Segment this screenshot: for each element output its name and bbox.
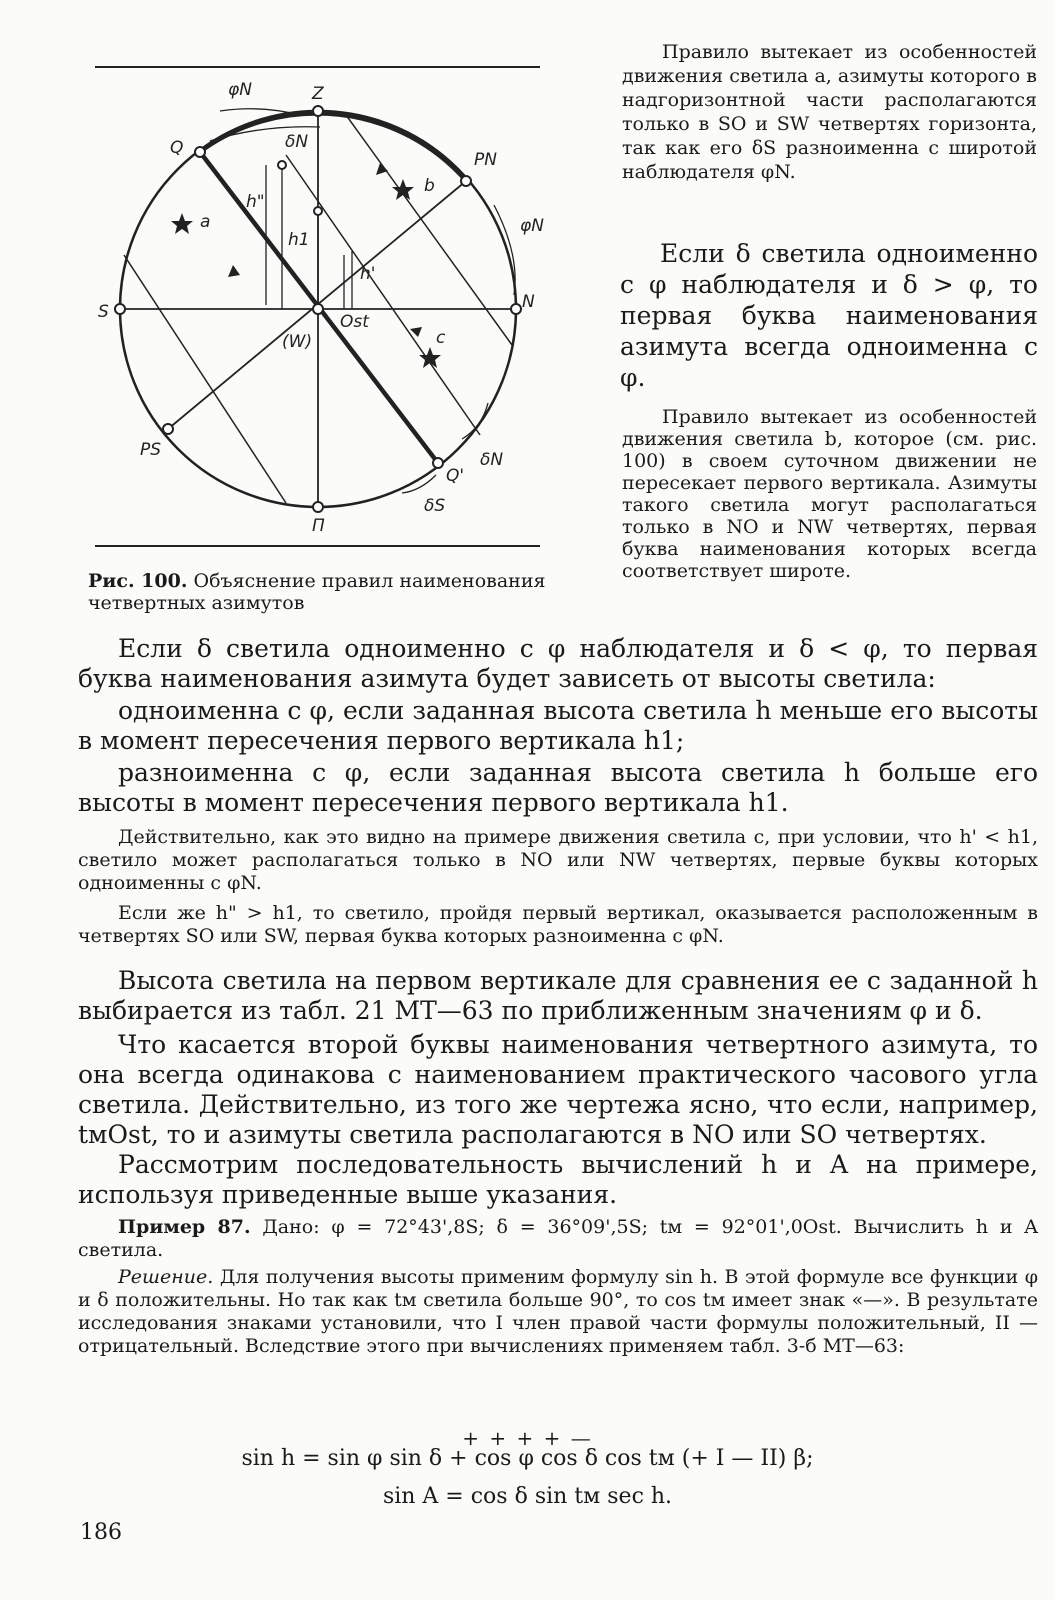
figure-caption — [88, 570, 548, 614]
solution-label: Решение. — [118, 1266, 214, 1288]
solution-paragraph — [78, 1266, 1038, 1358]
label-delta-s: δS — [424, 496, 446, 516]
label-nadir: П — [312, 516, 325, 536]
formula-sin-a: sin A = cos δ sin tм sec h. — [382, 1484, 673, 1509]
label-delta-n-bottom: δN — [480, 450, 504, 470]
formula-signs: + + + + — — [462, 1426, 593, 1450]
body-small-paragraph-2: Если же h" > h1, то светило, пройдя первый вертикал, оказывается расположенным в четвертях SO или SW, первая буква которых разноименна с φN. — [78, 902, 1038, 947]
label-n: N — [522, 292, 535, 312]
body-paragraph-5: Что касается второй буквы наименования четвертного азимута, то она всегда одинакова с наименованием практического часового угла светила. Действительно, из того же чертежа ясно, что если, например, tмOst, то и азимуты светила располагаются в NO или SO четвертях. — [78, 1030, 1038, 1149]
label-h-double: h" — [246, 192, 265, 212]
formula-sin-h: sin h = sin φ sin δ + cos φ cos δ cos tм (+ I — II) β; — [241, 1446, 814, 1471]
label-h1: h1 — [288, 230, 310, 250]
label-phi-n-right: φN — [520, 216, 544, 236]
label-delta-n-top: δN — [285, 132, 309, 152]
label-p-n: PN — [474, 150, 497, 170]
label-q: Q — [170, 138, 184, 158]
label-b: b — [424, 176, 435, 196]
celestial-sphere-diagram — [90, 55, 560, 565]
label-q-prime: Q' — [446, 466, 465, 486]
body-paragraph-3: разноименна с φ, если заданная высота светила h больше его высоты в момент пересечения первого вертикала h1. — [78, 758, 1038, 817]
label-s: S — [98, 302, 109, 322]
label-z: Z — [312, 84, 324, 104]
label-ost: Ost — [340, 312, 369, 332]
example-text: Дано: φ = 72°43',8S; δ = 36°09',5S; tм = 92°01',0Ost. Вычислить h и A светила. — [78, 1216, 1038, 1261]
label-phi-n-top: φN — [228, 80, 252, 100]
path-a — [124, 255, 286, 503]
top-thick-arc — [200, 114, 466, 181]
label-p-s: PS — [140, 440, 162, 460]
right-paragraph-3: Правило вытекает из особенностей движения светила b, которое (см. рис. 100) в своем суточном движении не пересекает первого вертикала. Азимуты такого светила могут располагаться только в NO и NW четвертях, первая буква наименования которых всегда соответствует широте. — [622, 406, 1037, 582]
example-label: Пример 87. — [118, 1216, 251, 1238]
right-paragraph-1: Правило вытекает из особенностей движения светила a, азимуты которого в надгоризонтной части располагаются только в SO и SW четвертях горизонта, так как его δS разноименна с широтой наблюдателя φN. — [622, 41, 1037, 183]
body-paragraph-6: Рассмотрим последовательность вычислений h и A на примере, используя приведенные выше указания. — [78, 1150, 1038, 1209]
caption-text: Объяснение правил наименования четвертных азимутов — [88, 570, 546, 614]
label-h-prime: h' — [360, 264, 376, 284]
star-a — [171, 213, 193, 234]
star-c — [419, 347, 441, 368]
caption-number: Рис. 100. — [88, 570, 188, 592]
label-w: (W) — [282, 332, 313, 352]
body-paragraph-2: одноименна с φ, если заданная высота светила h меньше его высоты в момент пересечения первого вертикала h1; — [78, 696, 1038, 755]
body-paragraph-1: Если δ светила одноименно с φ наблюдателя и δ < φ, то первая буква наименования азимута будет зависеть от высоты светила: — [78, 634, 1038, 693]
body-small-paragraph-1: Действительно, как это видно на примере движения светила c, при условии, что h' < h1, светило может располагаться только в NO или NW четвертях, первые буквы которых одноименны с φN. — [78, 826, 1038, 894]
label-a: a — [200, 212, 211, 232]
page-number: 186 — [80, 1520, 122, 1545]
label-c: c — [436, 328, 446, 348]
solution-text: Для получения высоты применим формулу sin h. В этой формуле все функции φ и δ положительны. Но так как tм светила больше 90°, то cos tм имеет знак «—». В результате исследования знаками установили, что I член правой части формулы положительный, II — отрицательный. Вследствие этого при вычислениях применяем табл. 3-б МТ—63: — [78, 1266, 1038, 1357]
figure-bottom-rule — [95, 545, 540, 547]
right-paragraph-2: Если δ светила одноименно с φ наблюдателя и δ > φ, то первая буква наименования азимута всегда одноименна с φ. — [620, 239, 1038, 392]
example-paragraph — [78, 1216, 1038, 1262]
body-paragraph-4: Высота светила на первом вертикале для сравнения ее с заданной h выбирается из табл. 21 МТ—63 по приближенным значениям φ и δ. — [78, 966, 1038, 1025]
